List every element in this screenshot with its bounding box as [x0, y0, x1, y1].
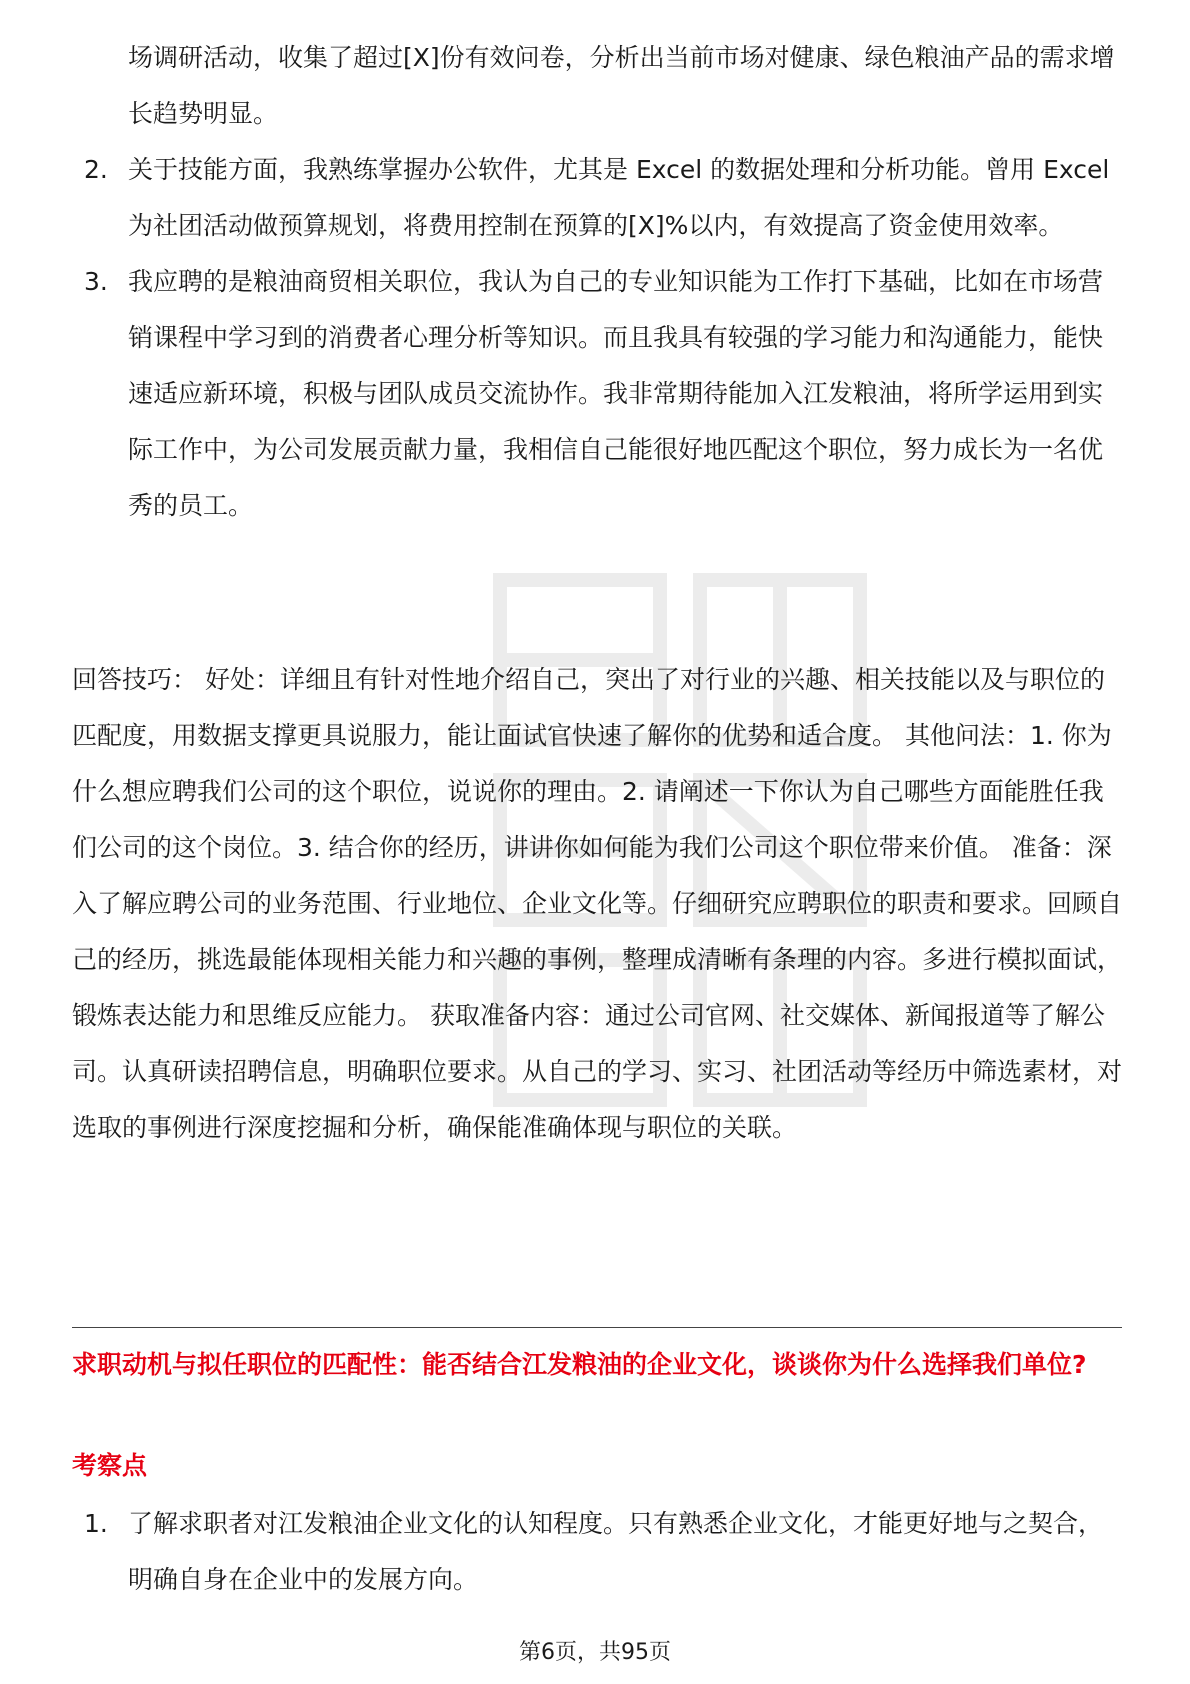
assessment-points-list [72, 1496, 1122, 1608]
top-ordered-list [72, 30, 1122, 534]
answer-tips-paragraph: 回答技巧： 好处：详细且有针对性地介绍自己，突出了对行业的兴趣、相关技能以及与职位的匹配度，用数据支撑更具说服力，能让面试官快速了解你的优势和适合度。 其他问法：1. 你为什么想应聘我们公司的这个职位，说说你的理由。2. 请阐述一下你认为自己哪些方面能胜任我们公司的这个岗位。3. 结合你的经历，讲讲你如何能为我们公司这个职位带来价值。 准备：深入了解应聘公司的业务范围、行业地位、企业文化等。仔细研究应聘职位的职责和要求。回顾自己的经历，挑选最能体现相关能力和兴趣的事例，整理成清晰有条理的内容。多进行模拟面试，锻炼表达能力和思维反应能力。 获取准备内容：通过公司官网、社交媒体、新闻报道等了解公司。认真研读招聘信息，明确职位要求。从自己的学习、实习、社团活动等经历中筛选素材，对选取的事例进行深度挖掘和分析，确保能准确体现与职位的关联。 [72, 665, 1123, 1142]
section-divider [72, 1327, 1122, 1328]
list-item [72, 254, 1122, 534]
list-item-text: 关于技能方面，我熟练掌握办公软件，尤其是 Excel 的数据处理和分析功能。曾用 Excel 为社团活动做预算规划，将费用控制在预算的[X]%以内，有效提高了资金使用效率。 [128, 155, 1110, 240]
list-item [72, 1496, 1122, 1608]
list-item-number: 2. [84, 155, 108, 184]
list-item-text: 我应聘的是粮油商贸相关职位，我认为自己的专业知识能为工作打下基础，比如在市场营销课程中学习到的消费者心理分析等知识。而且我具有较强的学习能力和沟通能力，能快速适应新环境，积极与团队成员交流协作。我非常期待能加入江发粮油，将所学运用到实际工作中，为公司发展贡献力量，我相信自己能很好地匹配这个职位，努力成长为一名优秀的员工。 [128, 267, 1104, 520]
page-footer: 第6页，共95页 [519, 1640, 671, 1665]
list-item [72, 142, 1122, 254]
list-item-continuation [72, 30, 1122, 142]
list-item-number: 1. [84, 1509, 108, 1538]
list-item-text: 了解求职者对江发粮油企业文化的认知程度。只有熟悉企业文化，才能更好地与之契合，明确自身在企业中的发展方向。 [128, 1509, 1104, 1594]
section-label-assessment-points: 考察点 [72, 1451, 148, 1480]
list-item-text: 场调研活动，收集了超过[X]份有效问卷，分析出当前市场对健康、绿色粮油产品的需求增长趋势明显。 [128, 43, 1115, 128]
list-item-number: 3. [84, 267, 108, 296]
question-title: 求职动机与拟任职位的匹配性：能否结合江发粮油的企业文化，谈谈你为什么选择我们单位? [72, 1350, 1087, 1379]
